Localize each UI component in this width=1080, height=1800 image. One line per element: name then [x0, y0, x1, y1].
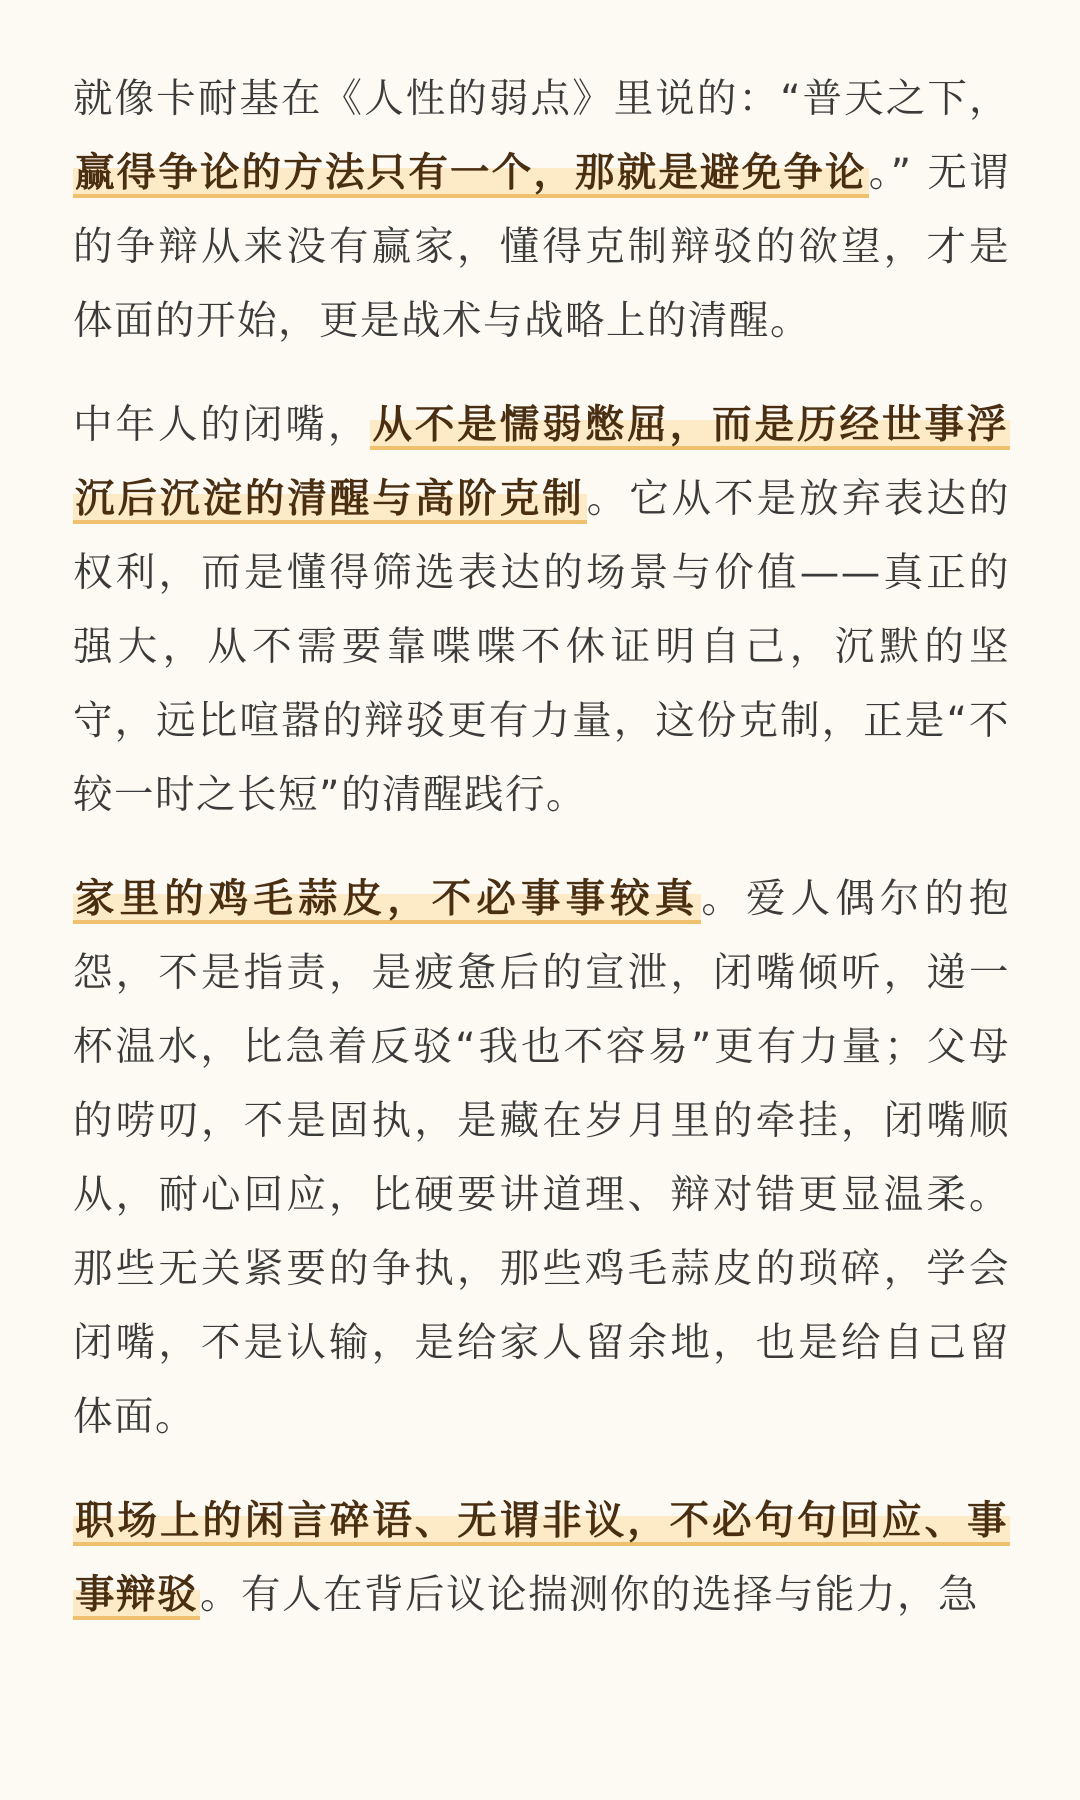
paragraph-text: 中年人的闭嘴， — [73, 402, 371, 448]
paragraph-text: 。它从不是放弃表达的权利，而是懂得筛选表达的场景与价值——真正的强大，从不需要靠喋喋不休证明自己，沉默的坚守，远比喧嚣的辩驳更有力量，这份克制，正是“不较一时之长短”的清醒践行。 — [73, 476, 1011, 818]
highlighted-phrase: 从不是懦弱憋屈，而是历经世事浮沉后沉淀的清醒与高阶克制 — [75, 402, 1009, 522]
highlighted-quote: 赢得争论的方法只有一个，那就是避免争论 — [75, 150, 867, 196]
paragraph-text: 。爱人偶尔的抱怨，不是指责，是疲惫后的宣泄，闭嘴倾听，递一杯温水，比急着反驳“我也不容易”更有力量；父母的唠叨，不是固执，是藏在岁月里的牵挂，闭嘴顺从，耐心回应，比硬要讲道理、辩对错更显温柔。那些无关紧要的争执，那些鸡毛蒜皮的琐碎，学会闭嘴，不是认输，是给家人留余地，也是给自己留体面。 — [73, 876, 1011, 1440]
highlighted-phrase: 家里的鸡毛蒜皮，不必事事较真 — [75, 876, 700, 922]
paragraph-family — [73, 862, 1010, 1454]
paragraph-carnegie-quote — [73, 62, 1010, 358]
paragraph-middle-age-silence — [73, 388, 1010, 832]
paragraph-text: 就像卡耐基在《人性的弱点》里说的：“普天之下， — [73, 76, 1010, 122]
paragraph-text: 。” 无谓的争辩从来没有赢家，懂得克制辩驳的欲望，才是体面的开始，更是战术与战略上的清醒。 — [73, 150, 1010, 344]
highlighted-phrase: 职场上的闲言碎语、无谓非议，不必句句回应、事事辩驳 — [75, 1498, 1008, 1618]
paragraph-text: 。有人在背后议论揣测你的选择与能力，急 — [200, 1572, 979, 1618]
paragraph-workplace — [73, 1484, 1010, 1632]
